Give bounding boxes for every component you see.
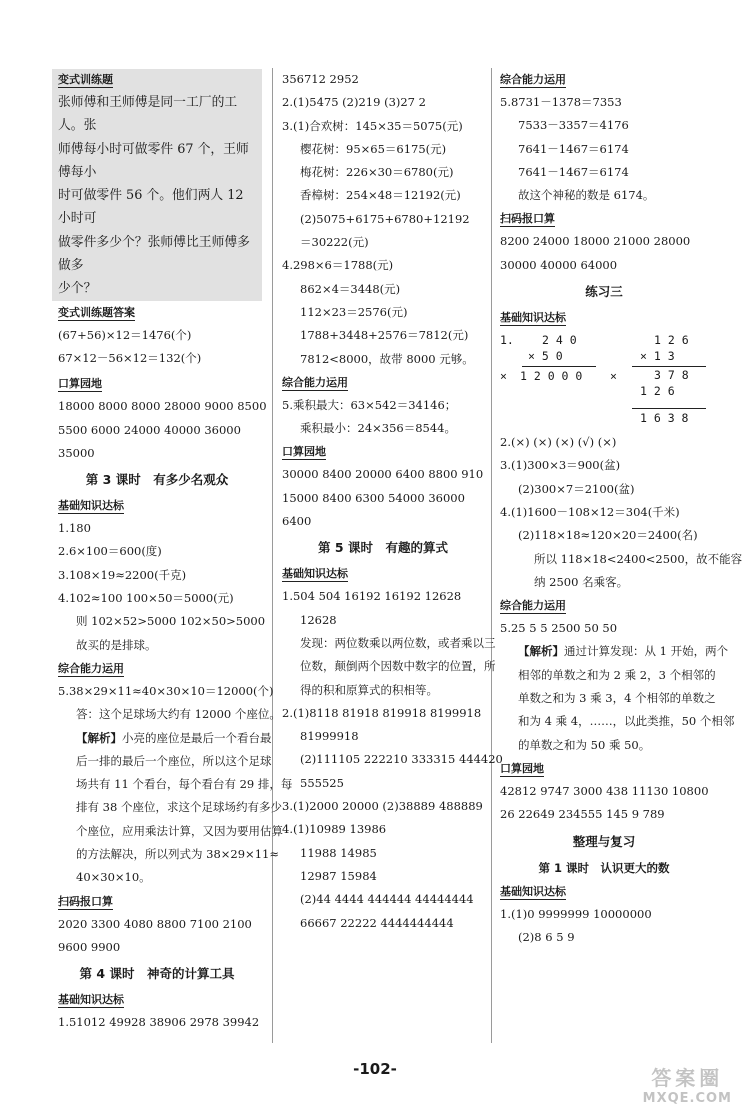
section-heading: 变式训练题答案	[58, 305, 135, 319]
calc-rule	[632, 408, 706, 409]
section-heading: 扫码报口算	[58, 894, 113, 908]
answer-line: 555525	[300, 775, 344, 790]
column-3	[500, 68, 743, 949]
cross-mark: ×	[500, 369, 507, 384]
answer-line: 5.乘积最大：63×542＝34146；	[282, 397, 457, 412]
answer-line: 7641－1467＝6174	[518, 164, 629, 179]
answer-line: (67+56)×12＝1476(个)	[58, 327, 192, 342]
answer-line: 66667 22222 4444444444	[300, 915, 454, 930]
answer-line: 1.180	[58, 521, 91, 536]
answer-line: 5.38×29×11≈40×30×10＝12000(个)	[58, 683, 274, 698]
answer-line: 30000 40000 64000	[500, 257, 618, 272]
section-heading: 口算园地	[500, 761, 544, 775]
answer-line: 香樟树：254×48＝12192(元)	[300, 188, 461, 203]
answer-line: 2.(1)5475 (2)219 (3)27 2	[282, 95, 426, 110]
section-heading: 综合能力运用	[58, 661, 124, 675]
answer-line: 发现：两位数乘以两位数，或者乘以三	[300, 635, 496, 650]
answer-line: 5.8731－1378＝7353	[500, 95, 622, 109]
watermark-url: MXQE.COM	[642, 1091, 732, 1106]
review-title: 整理与复习	[572, 833, 636, 849]
answer-line: 答：这个足球场大约有 12000 个座位。	[76, 707, 281, 722]
answer-line: 11988 14985	[300, 845, 377, 860]
lesson-title: 第 5 课时 有趣的算式	[318, 540, 448, 556]
problem-line: 张师傅和王师傅是同一工厂的工人。张	[58, 95, 238, 134]
section-heading: 基础知识达标	[58, 499, 124, 513]
analysis-label: 【解析】	[76, 730, 122, 745]
section-heading: 基础知识达标	[282, 567, 348, 581]
analysis-line: 个座位，应用乘法计算，又因为要用估算	[76, 823, 283, 838]
answer-line: (2)118×18≈120×20＝2400(名)	[518, 528, 698, 543]
answer-line: 纳 2500 名乘客。	[534, 574, 629, 589]
lesson-title: 第 4 课时 神奇的计算工具	[79, 966, 235, 982]
answer-line: (2)111105 222210 333315 444420	[300, 752, 503, 767]
analysis-line: 【解析】小亮的座位是最后一个看台最	[76, 730, 272, 745]
section-heading: 基础知识达标	[58, 993, 124, 1007]
answer-line: 故这个神秘的数是 6174。	[518, 188, 655, 203]
answer-line: 故买的是排球。	[76, 637, 157, 652]
answer-line: 8200 24000 18000 21000 28000	[500, 234, 691, 249]
section-heading: 口算园地	[282, 445, 326, 459]
answer-line: 1.(1)0 9999999 10000000	[500, 906, 652, 921]
multiplicand: 2 4 0	[542, 333, 577, 348]
answer-line: 位数，颠倒两个因数中数字的位置，所	[300, 659, 496, 674]
analysis-label: 【解析】	[518, 644, 564, 659]
column-divider	[272, 68, 273, 1043]
answer-line: 1.504 504 16192 16192 12628	[282, 589, 462, 604]
answer-line: 67×12－56×12＝132(个)	[58, 350, 202, 365]
analysis-line: 和为 4 乘 4，……，以此类推，50 个相邻	[518, 714, 735, 729]
analysis-line: 后一排的最后一个座位，所以这个足球	[76, 753, 272, 768]
answer-line: ＝30222(元)	[300, 235, 369, 250]
analysis-line: 的方法解决，所以列式为 38×29×11≈	[76, 847, 279, 862]
answer-line: 2.(1)8118 81918 819918 8199918	[282, 705, 482, 720]
analysis-line: 的单数之和为 50 乘 50。	[518, 737, 651, 752]
problem-line: 做零件多少个？张师傅比王师傅多做多	[58, 234, 250, 274]
answer-line: 5.25 5 5 2500 50 50	[500, 621, 618, 636]
calc-rule	[632, 366, 706, 367]
answer-line: 6400	[282, 514, 312, 529]
analysis-line: 排有 38 个座位，求这个足球场约有多少	[76, 800, 282, 815]
answer-line: 梅花树：226×30＝6780(元)	[300, 165, 454, 180]
answer-line: 2.(×) (×) (×) (√) (×)	[500, 435, 617, 450]
answer-line: 5500 6000 24000 40000 36000	[58, 422, 241, 437]
analysis-line: 40×30×10。	[76, 870, 151, 885]
answer-line: (2)300×7＝2100(盆)	[518, 481, 635, 496]
answer-line: 4.102≈100 100×50＝5000(元)	[58, 591, 234, 606]
section-heading: 综合能力运用	[500, 599, 566, 613]
column-1	[58, 68, 293, 1035]
variant-exercise-box	[52, 69, 262, 301]
answer-line: 30000 8400 20000 6400 8800 910	[282, 467, 484, 482]
partial-product: 1 2 6	[640, 384, 675, 399]
problem-line: 少个？	[58, 281, 97, 297]
answer-line: 樱花树：95×65＝6175(元)	[300, 141, 447, 156]
section-heading: 扫码报口算	[500, 212, 555, 226]
answer-line: 1.51012 49928 38906 2978 39942	[58, 1015, 260, 1030]
section-heading: 综合能力运用	[500, 73, 566, 86]
vertical-multiplication-result	[500, 407, 708, 431]
page-number: -102-	[353, 1060, 397, 1078]
answer-line: 112×23＝2576(元)	[300, 304, 408, 319]
answer-line: 则 102×52>5000 102×50>5000	[76, 614, 266, 629]
answer-line: 81999918	[300, 729, 359, 744]
multiplier: × 5 0	[528, 349, 563, 364]
answer-line: 得的积和原算式的积相等。	[300, 682, 438, 697]
answer-line: 乘积最小：24×356＝8544。	[300, 421, 456, 436]
column-divider	[491, 68, 492, 1043]
analysis-line: 【解析】通过计算发现：从 1 开始，两个	[518, 644, 729, 659]
answer-line: 26 22649 234555 145 9 789	[500, 807, 665, 822]
answer-line: 所以 118×18<2400<2500，故不能容	[534, 551, 743, 566]
answer-line: 3.(1)2000 20000 (2)38889 488889	[282, 799, 483, 814]
answer-line: 2020 3300 4080 8800 7100 2100	[58, 916, 252, 931]
answer-line: 2.6×100＝600(度)	[58, 544, 162, 559]
section-heading: 基础知识达标	[500, 884, 566, 898]
watermark-logo	[643, 1062, 732, 1106]
answer-line: 3.(1)合欢树：145×35＝5075(元)	[282, 118, 463, 133]
section-heading: 口算园地	[58, 377, 102, 391]
answer-line: 12628	[300, 612, 337, 627]
product: 1 6 3 8	[640, 411, 689, 426]
analysis-line: 场共有 11 个看台，每个看台有 29 排，每	[76, 777, 293, 792]
multiplier: × 1 3	[640, 349, 675, 364]
answer-line: 4.298×6＝1788(元)	[282, 258, 394, 273]
analysis-line: 单数之和为 3 乘 3，4 个相邻的单数之	[518, 691, 716, 706]
question-number: 1.	[500, 333, 514, 348]
lesson-title: 第 1 课时 认识更大的数	[538, 860, 670, 875]
answer-line: 7533－3357＝4176	[518, 118, 629, 133]
section-heading: 基础知识达标	[500, 311, 566, 325]
answer-line: (2)5075+6175+6780+12192	[300, 211, 470, 226]
vertical-multiplication	[500, 329, 708, 407]
answer-line: 42812 9747 3000 438 11130 10800	[500, 783, 709, 798]
problem-line: 师傅每小时可做零件 67 个，王师傅每小	[58, 141, 249, 180]
answer-line: (2)8 6 5 9	[518, 929, 575, 944]
lesson-title: 第 3 课时 有多少名观众	[85, 472, 229, 488]
answer-line: (2)44 4444 444444 44444444	[300, 892, 474, 907]
answer-line: 1788+3448+2576＝7812(元)	[300, 328, 469, 343]
answer-line: 18000 8000 8000 28000 9000 8500	[58, 399, 267, 414]
analysis-line: 相邻的单数之和为 2 乘 2，3 个相邻的	[518, 667, 716, 682]
answer-line: 7641－1467＝6174	[518, 141, 629, 156]
answer-line: 35000	[58, 445, 95, 460]
product: 1 2 0 0 0	[520, 369, 583, 384]
partial-product: 3 7 8	[654, 368, 689, 383]
column-2	[282, 68, 503, 935]
answer-line: 356712 2952	[282, 72, 359, 86]
problem-line: 时可做零件 56 个。他们两人 12 小时可	[58, 188, 244, 227]
answer-line: 15000 8400 6300 54000 36000	[282, 490, 465, 505]
section-heading: 变式训练题	[58, 73, 113, 86]
answer-line: 862×4＝3448(元)	[300, 281, 401, 296]
answer-line: 3.(1)300×3＝900(盆)	[500, 458, 621, 473]
answer-line: 4.(1)1600－108×12＝304(千米)	[500, 504, 680, 519]
answer-line: 7812<8000，故带 8000 元够。	[300, 351, 474, 366]
cross-mark: ×	[610, 369, 617, 384]
answer-line: 9600 9900	[58, 939, 121, 954]
section-heading: 综合能力运用	[282, 375, 348, 389]
practice-title: 练习三	[585, 284, 623, 300]
answer-line: 3.108×19≈2200(千克)	[58, 567, 187, 582]
answer-line: 4.(1)10989 13986	[282, 822, 387, 837]
answer-line: 12987 15984	[300, 868, 377, 883]
watermark-text: 答案圈	[651, 1066, 724, 1090]
multiplicand: 1 2 6	[654, 333, 689, 348]
calc-rule	[522, 366, 596, 367]
